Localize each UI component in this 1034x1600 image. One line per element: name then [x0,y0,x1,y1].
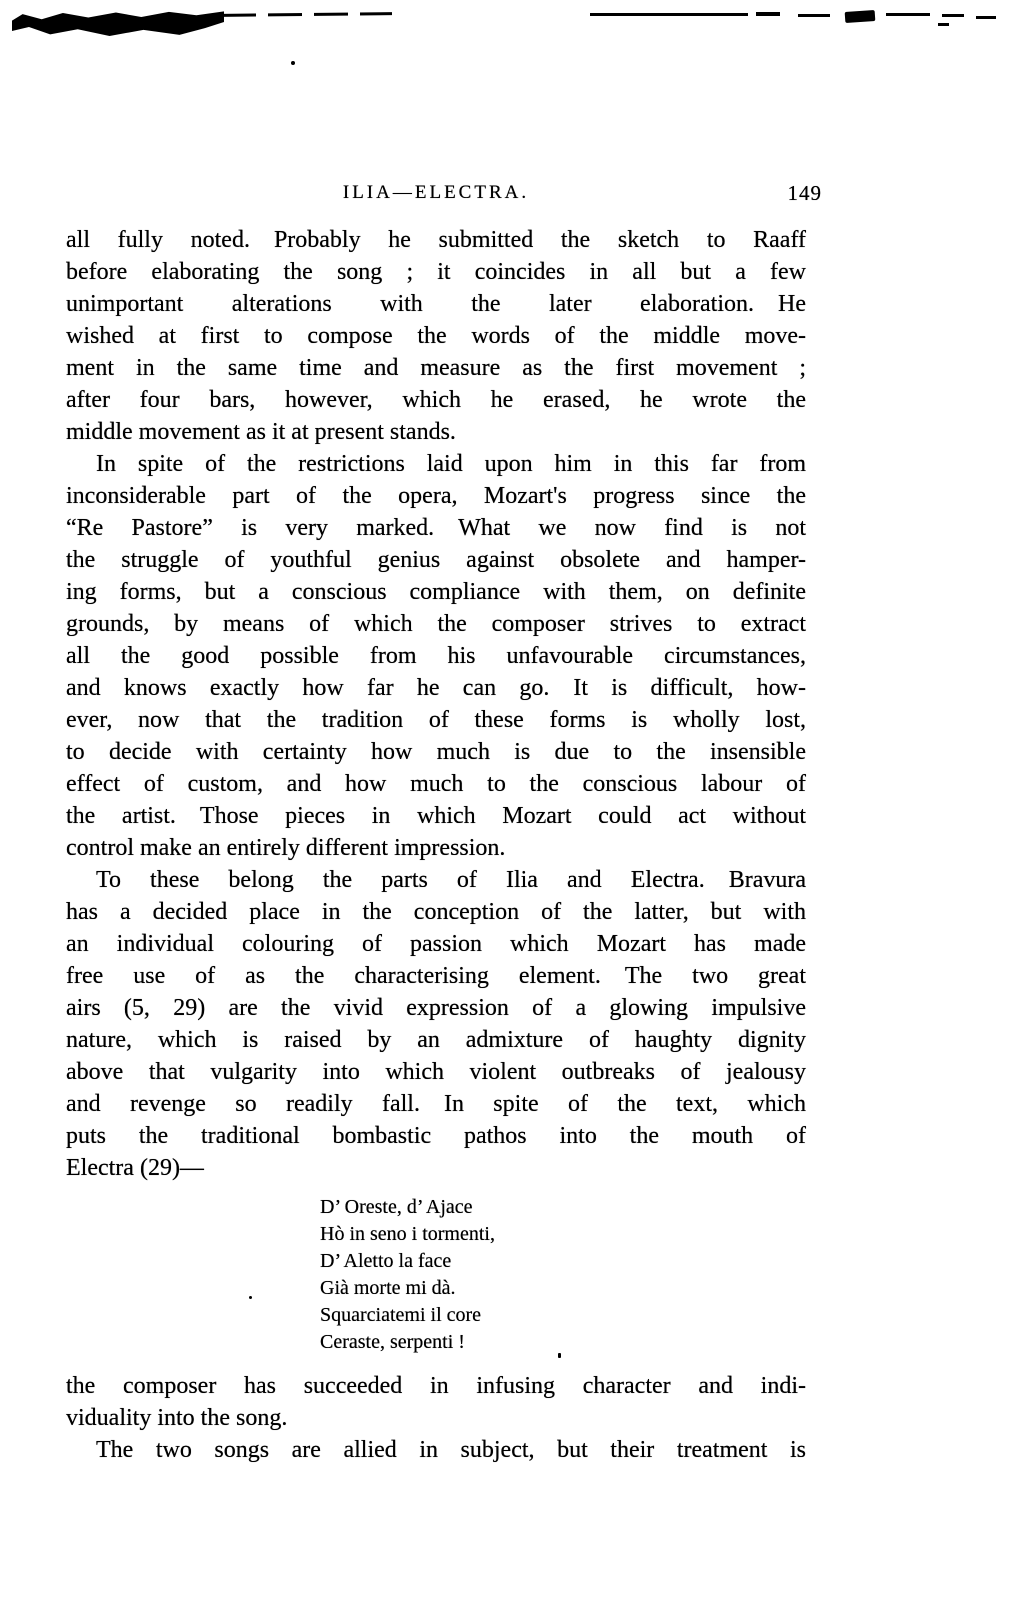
text-line: control make an entirely different impression. [66,835,506,861]
text-line: and knows exactly how far he can go. It is difficult, how- [66,675,806,701]
text-line: inconsiderable part of the opera, Mozart's progress since the [66,483,806,509]
text-line: wished at first to compose the words of the middle move- [66,323,806,349]
text-line: nature, which is raised by an admixture of haughty dignity [66,1027,806,1053]
text-line: ever, now that the tradition of these forms is wholly lost, [66,707,806,733]
text-line: Electra (29)— [66,1155,204,1181]
text-line: before elaborating the song ; it coincides in all but a few [66,259,806,285]
paragraph [66,1370,806,1434]
scan-dash [756,12,780,16]
paragraph [66,448,806,864]
text-line: grounds, by means of which the composer strives to extract [66,611,806,637]
scan-smudge-top-left [12,8,224,36]
verse-line: Hò in seno i tormenti, [320,1223,495,1245]
paragraph [66,224,806,448]
text-line: above that vulgarity into which violent outbreaks of jealousy [66,1059,806,1085]
text-line: unimportant alterations with the later elaboration. He [66,291,806,317]
text-line: to decide with certainty how much is due to the insensible [66,739,806,765]
scan-dash [798,14,830,17]
text-line: airs (5, 29) are the vivid expression of a glowing impulsive [66,995,806,1021]
text-block [66,224,806,1466]
verse-block [66,1194,806,1356]
text-line: the struggle of youthful genius against obsolete and hamper- [66,547,806,573]
paragraph [66,864,806,1184]
scan-blob [845,10,876,23]
scan-line-top-right [590,13,748,16]
page-number: 149 [787,181,822,205]
verse-line: D’ Oreste, d’ Ajace [320,1196,473,1218]
text-line: free use of as the characterising element. The two great [66,963,806,989]
verse-line: Squarciatemi il core [320,1304,482,1326]
text-line: effect of custom, and how much to the conscious labour of [66,771,806,797]
scan-dash [942,14,964,17]
text-line: middle movement as it at present stands. [66,419,456,445]
text-line: an individual colouring of passion which Mozart has made [66,931,806,957]
text-line: The two songs are allied in subject, but their treatment is [96,1437,806,1463]
text-line: viduality into the song. [66,1405,288,1431]
text-line: the composer has succeeded in infusing character and indi- [66,1373,806,1399]
running-title: ILIA—ELECTRA. [342,182,530,203]
text-line: puts the traditional bombastic pathos into the mouth of [66,1123,806,1149]
scan-dash [886,13,930,16]
scan-speck [291,61,295,65]
text-line: ing forms, but a conscious compliance with them, on definite [66,579,806,605]
scan-dash [938,23,949,26]
text-line: after four bars, however, which he erased, he wrote the [66,387,806,413]
text-line: ment in the same time and measure as the first movement ; [66,355,806,381]
text-line: all the good possible from his unfavourable circumstances, [66,643,806,669]
text-line: all fully noted. Probably he submitted the sketch to Raaff [66,227,806,253]
scan-smudge-tail [222,12,392,17]
text-line: has a decided place in the conception of the latter, but with [66,899,806,925]
paragraph [66,1434,806,1466]
text-line: the artist. Those pieces in which Mozart could act without [66,803,806,829]
text-line: To these belong the parts of Ilia and Electra. Bravura [96,867,806,893]
verse-line: D’ Aletto la face [320,1250,452,1272]
verse-line: Ceraste, serpenti ! [320,1331,465,1353]
page-header [66,181,822,210]
scan-dash [976,16,996,19]
text-line: In spite of the restrictions laid upon him in this far from [96,451,806,477]
verse-line: Già morte mi dà. [320,1277,456,1299]
text-line: “Re Pastore” is very marked. What we now find is not [66,515,806,541]
text-line: and revenge so readily fall. In spite of the text, which [66,1091,806,1117]
